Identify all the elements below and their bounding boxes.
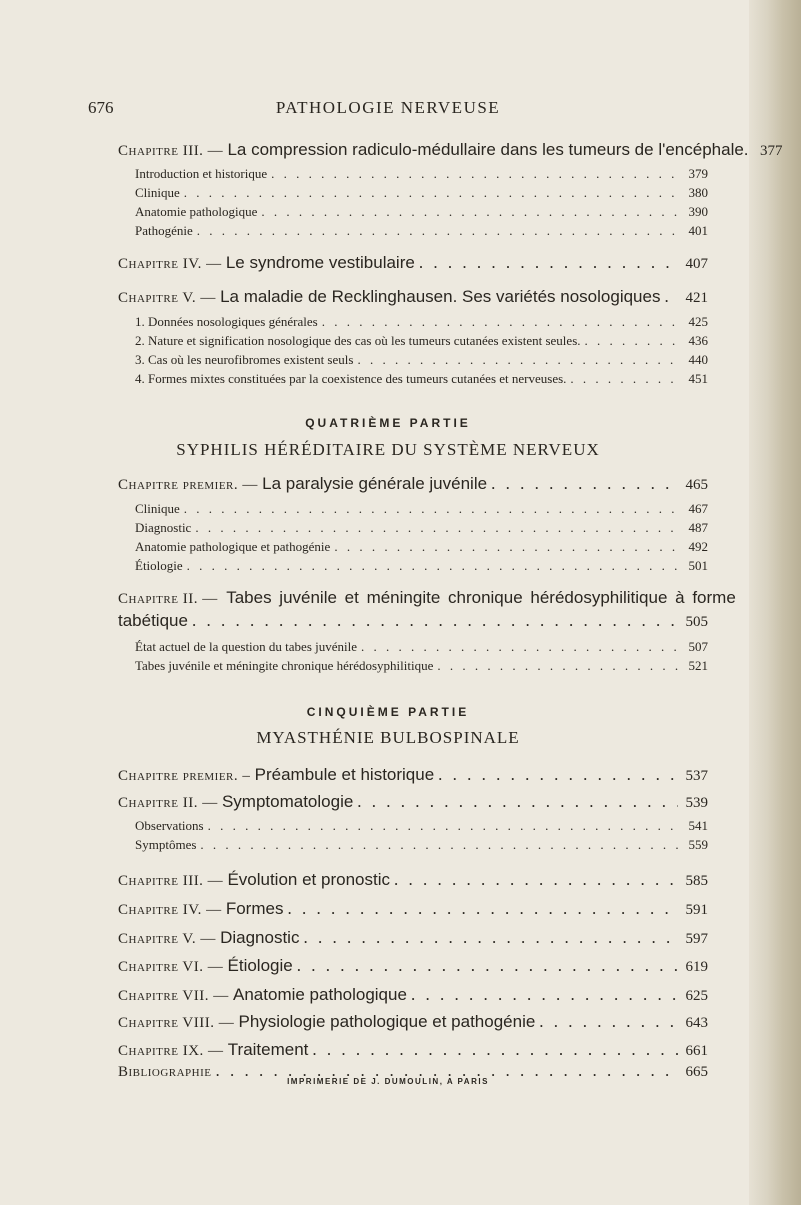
dot-leader bbox=[539, 1012, 678, 1032]
bibliography-label: Bibliographie bbox=[118, 1064, 212, 1080]
dot-leader bbox=[491, 474, 678, 494]
dot-leader bbox=[570, 371, 678, 387]
toc-entry-chapter bbox=[118, 140, 783, 160]
dot-leader bbox=[357, 352, 678, 368]
page-ref: 436 bbox=[688, 333, 708, 348]
section-title: Diagnostic bbox=[135, 520, 192, 535]
toc-entry-chapter bbox=[118, 870, 708, 890]
page-ref: 377 bbox=[760, 143, 783, 159]
page-ref: 625 bbox=[685, 988, 708, 1004]
chapter-title: Évolution et pronostic bbox=[227, 870, 390, 889]
dot-leader bbox=[200, 837, 678, 853]
section-title: 4. Formes mixtes constituées par la coexistence des tumeurs cutanées et nerveuses. bbox=[135, 371, 567, 386]
toc-entry-section bbox=[135, 520, 708, 536]
toc-entry-section bbox=[135, 539, 708, 555]
chapter-label: Chapitre V. — bbox=[118, 931, 216, 947]
toc-entry-section bbox=[135, 333, 708, 349]
dot-leader bbox=[271, 166, 678, 182]
chapter-title: Le syndrome vestibulaire bbox=[225, 253, 415, 272]
chapter-title: Formes bbox=[225, 899, 284, 918]
chapter-title: Anatomie pathologique bbox=[233, 985, 407, 1004]
toc-entry-section bbox=[135, 558, 708, 574]
dot-leader bbox=[297, 956, 678, 976]
part-title: MYASTHÉNIE BULBOSPINALE bbox=[256, 728, 520, 747]
chapter-label: Chapitre premier. — bbox=[118, 477, 258, 493]
toc-entry-section bbox=[135, 837, 708, 853]
page-ref: 665 bbox=[685, 1064, 708, 1080]
dot-leader bbox=[192, 611, 678, 631]
dot-leader bbox=[208, 818, 678, 834]
chapter-label: Chapitre IV. — bbox=[118, 256, 222, 272]
section-title: Pathogénie bbox=[135, 223, 193, 238]
chapter-title: La maladie de Recklinghausen. Ses variétés nosologiques bbox=[220, 287, 661, 306]
section-title: Étiologie bbox=[135, 558, 183, 573]
page-ref: 421 bbox=[685, 290, 708, 306]
printer-imprint: IMPRIMERIE DE J. DUMOULIN, A PARIS bbox=[287, 1077, 489, 1086]
dot-leader bbox=[361, 639, 678, 655]
section-title: Clinique bbox=[135, 185, 180, 200]
toc-entry-section bbox=[135, 501, 708, 517]
page-ref: 591 bbox=[685, 902, 708, 918]
page-ref: 407 bbox=[685, 256, 708, 272]
dot-leader bbox=[419, 253, 678, 273]
page-ref: 597 bbox=[685, 931, 708, 947]
section-title: État actuel de la question du tabes juvénile bbox=[135, 639, 358, 654]
dot-leader bbox=[438, 765, 678, 785]
dot-leader bbox=[195, 520, 678, 536]
chapter-label: Chapitre IV. — bbox=[118, 902, 222, 918]
toc-entry-section bbox=[135, 185, 708, 201]
dot-leader bbox=[334, 539, 678, 555]
dot-leader bbox=[197, 223, 678, 239]
dot-leader bbox=[322, 314, 678, 330]
toc-entry-chapter bbox=[118, 899, 708, 919]
page-ref: 507 bbox=[688, 639, 708, 654]
dot-leader bbox=[664, 287, 678, 307]
page-ref: 541 bbox=[688, 818, 708, 833]
page-ref: 390 bbox=[688, 204, 708, 219]
running-header bbox=[88, 98, 688, 124]
section-title: Anatomie pathologique bbox=[135, 204, 258, 219]
chapter-title: La paralysie générale juvénile bbox=[262, 474, 488, 493]
toc-entry-section bbox=[135, 639, 708, 655]
chapter-title: Traitement bbox=[227, 1040, 309, 1059]
section-title: Observations bbox=[135, 818, 204, 833]
page-number: 676 bbox=[88, 98, 114, 117]
section-title: 1. Données nosologiques générales bbox=[135, 314, 318, 329]
dot-leader bbox=[261, 204, 678, 220]
dot-leader bbox=[437, 658, 678, 674]
chapter-title: Diagnostic bbox=[220, 928, 300, 947]
toc-entry-section bbox=[135, 818, 708, 834]
chapter-title: Physiologie pathologique et pathogénie bbox=[238, 1012, 536, 1031]
chapter-label: Chapitre VIII. — bbox=[118, 1015, 235, 1031]
toc-entry-chapter bbox=[118, 765, 708, 785]
toc-entry-section bbox=[135, 166, 708, 182]
page-ref: 585 bbox=[685, 873, 708, 889]
page-ref: 425 bbox=[688, 314, 708, 329]
part-heading: CINQUIÈME PARTIE bbox=[306, 705, 470, 719]
dot-leader bbox=[411, 985, 678, 1005]
page-ref: 537 bbox=[685, 768, 708, 784]
page-ref: 619 bbox=[685, 959, 708, 975]
running-title: PATHOLOGIE NERVEUSE bbox=[275, 98, 501, 117]
dot-leader bbox=[394, 870, 678, 890]
toc-entry-chapter-wrapped-line2 bbox=[118, 611, 708, 631]
toc-entry-section bbox=[135, 314, 708, 330]
toc-entry-section bbox=[135, 658, 708, 674]
dot-leader bbox=[184, 501, 678, 517]
toc-entry-section bbox=[135, 204, 708, 220]
page-ref: 440 bbox=[688, 352, 708, 367]
part-title: SYPHILIS HÉRÉDITAIRE DU SYSTÈME NERVEUX bbox=[176, 440, 600, 459]
section-title: Introduction et historique bbox=[135, 166, 268, 181]
page-ref: 501 bbox=[688, 558, 708, 573]
chapter-title: Étiologie bbox=[227, 956, 293, 975]
dot-leader bbox=[357, 792, 678, 812]
page-ref: 380 bbox=[688, 185, 708, 200]
chapter-label: Chapitre VII. — bbox=[118, 988, 229, 1004]
chapter-title: Tabes juvénile et méningite chronique hérédosyphilitique à forme bbox=[226, 588, 736, 607]
toc-entry-chapter bbox=[118, 1012, 708, 1032]
section-title: 3. Cas où les neurofibromes existent seuls bbox=[135, 352, 354, 367]
chapter-label: Chapitre premier. – bbox=[118, 768, 251, 784]
chapter-label: Chapitre II. — bbox=[118, 591, 218, 607]
section-title: Symptômes bbox=[135, 837, 197, 852]
toc-entry-chapter-wrapped-line1 bbox=[118, 588, 736, 608]
page-ref: 451 bbox=[688, 371, 708, 386]
page-ref: 379 bbox=[688, 166, 708, 181]
toc-entry-section bbox=[135, 223, 708, 239]
section-title: Tabes juvénile et méningite chronique hérédosyphilitique bbox=[135, 658, 434, 673]
chapter-label: Chapitre III. — bbox=[118, 143, 224, 159]
page-ref: 559 bbox=[688, 837, 708, 852]
page-ref: 521 bbox=[688, 658, 708, 673]
dot-leader bbox=[303, 928, 678, 948]
chapter-title: Préambule et historique bbox=[254, 765, 435, 784]
page-ref: 643 bbox=[685, 1015, 708, 1031]
chapter-label: Chapitre III. — bbox=[118, 873, 224, 889]
section-title: Anatomie pathologique et pathogénie bbox=[135, 539, 331, 554]
dot-leader bbox=[585, 333, 679, 349]
chapter-title-continued: tabétique bbox=[118, 611, 188, 630]
toc-entry-chapter bbox=[118, 474, 708, 494]
page-ref: 661 bbox=[685, 1043, 708, 1059]
chapter-label: Chapitre V. — bbox=[118, 290, 216, 306]
chapter-title: Symptomatologie bbox=[221, 792, 354, 811]
section-title: 2. Nature et signification nosologique des cas où les tumeurs cutanées existent seules. bbox=[135, 333, 581, 348]
toc-entry-section bbox=[135, 352, 708, 368]
dot-leader bbox=[184, 185, 678, 201]
toc-entry-chapter bbox=[118, 1040, 708, 1060]
dot-leader bbox=[312, 1040, 678, 1060]
page-ref: 492 bbox=[688, 539, 708, 554]
toc-entry-chapter bbox=[118, 287, 708, 307]
chapter-label: Chapitre II. — bbox=[118, 795, 218, 811]
page-ref: 487 bbox=[688, 520, 708, 535]
page-ref: 401 bbox=[688, 223, 708, 238]
dot-leader bbox=[287, 899, 678, 919]
section-title: Clinique bbox=[135, 501, 180, 516]
chapter-label: Chapitre IX. — bbox=[118, 1043, 224, 1059]
page-ref: 539 bbox=[685, 795, 708, 811]
toc-entry-chapter bbox=[118, 985, 708, 1005]
toc-entry-chapter bbox=[118, 956, 708, 976]
chapter-label: Chapitre VI. — bbox=[118, 959, 224, 975]
toc-entry-section bbox=[135, 371, 708, 387]
toc-entry-chapter bbox=[118, 792, 708, 812]
chapter-title: La compression radiculo-médullaire dans les tumeurs de l'encéphale. bbox=[227, 140, 749, 159]
part-heading: QUATRIÈME PARTIE bbox=[305, 416, 471, 430]
toc-entry-chapter bbox=[118, 253, 708, 273]
toc-entry-chapter bbox=[118, 928, 708, 948]
page-ref: 467 bbox=[688, 501, 708, 516]
page-ref: 505 bbox=[685, 614, 708, 630]
page-ref: 465 bbox=[685, 477, 708, 493]
dot-leader bbox=[187, 558, 678, 574]
